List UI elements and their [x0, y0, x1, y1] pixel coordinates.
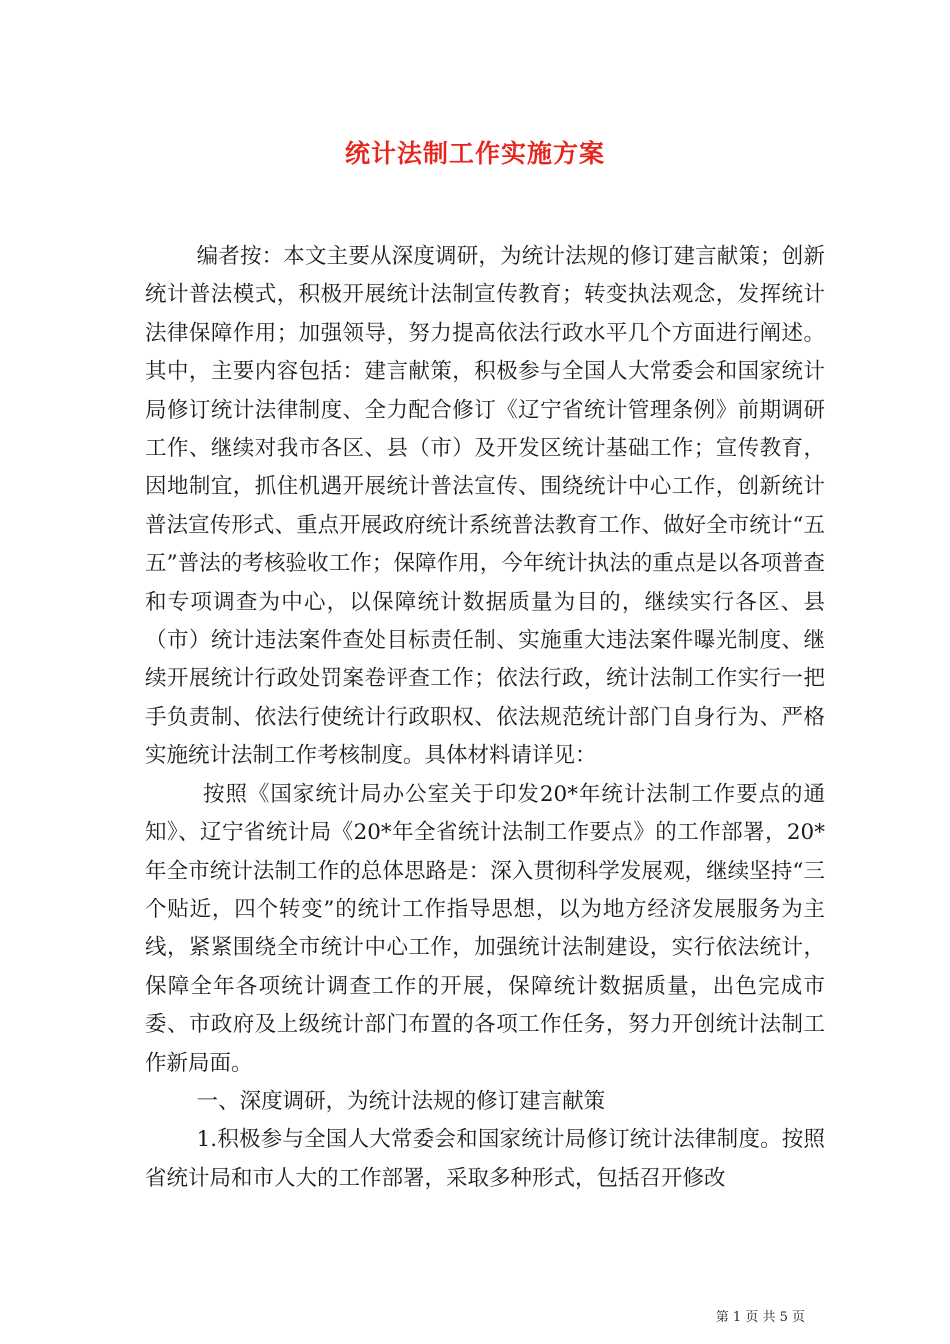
page-number: 第 1 页 共 5 页 [715, 1310, 805, 1325]
overview-paragraph: 按照《国家统计局办公室关于印发20*年统计法制工作要点的通知》、辽宁省统计局《20*年全省统计法制工作要点》的工作部署，20*年全市统计法制工作的总体思路是：深入贯彻科学发展观，继续坚持“三个贴近，四个转变”的统计工作指导思想，以为地方经济发展服务为主线，紧紧围绕全市统计中心工作，加强统计法制建设，实行依法统计，保障全年各项统计调查工作的开展，保障统计数据质量，出色完成市委、市政府及上级统计部门布置的各项工作任务，努力开创统计法制工作新局面。 [145, 781, 825, 1076]
section-heading: 一、深度调研，为统计法规的修订建言献策 [196, 1088, 606, 1114]
editor-note-paragraph: 编者按：本文主要从深度调研，为统计法规的修订建言献策；创新统计普法模式，积极开展统计法制宣传教育；转变执法观念，发挥统计法律保障作用；加强领导，努力提高依法行政水平几个方面进行阐述。其中，主要内容包括：建言献策，积极参与全国人大常委会和国家统计局修订统计法律制度、全力配合修订《辽宁省统计管理条例》前期调研工作、继续对我市各区、县（市）及开发区统计基础工作；宣传教育，因地制宜，抓住机遇开展统计普法宣传、围绕统计中心工作，创新统计普法宣传形式、重点开展政府统计系统普法教育工作、做好全市统计“五五”普法的考核验收工作；保障作用，今年统计执法的重点是以各项普查和专项调查为中心，以保障统计数据质量为目的，继续实行各区、县（市）统计违法案件查处目标责任制、实施重大违法案件曝光制度、继续开展统计行政处罚案卷评查工作；依法行政，统计法制工作实行一把手负责制、依法行使统计行政职权、依法规范统计部门自身行为、严格实施统计法制工作考核制度。具体材料请详见： [145, 244, 825, 769]
document-body [145, 238, 825, 1198]
document-title: 统计法制工作实施方案 [344, 139, 605, 168]
item-paragraph: 1.积极参与全国人大常委会和国家统计局修订统计法律制度。按照省统计局和市人大的工作部署，采取多种形式，包括召开修改 [145, 1127, 825, 1191]
